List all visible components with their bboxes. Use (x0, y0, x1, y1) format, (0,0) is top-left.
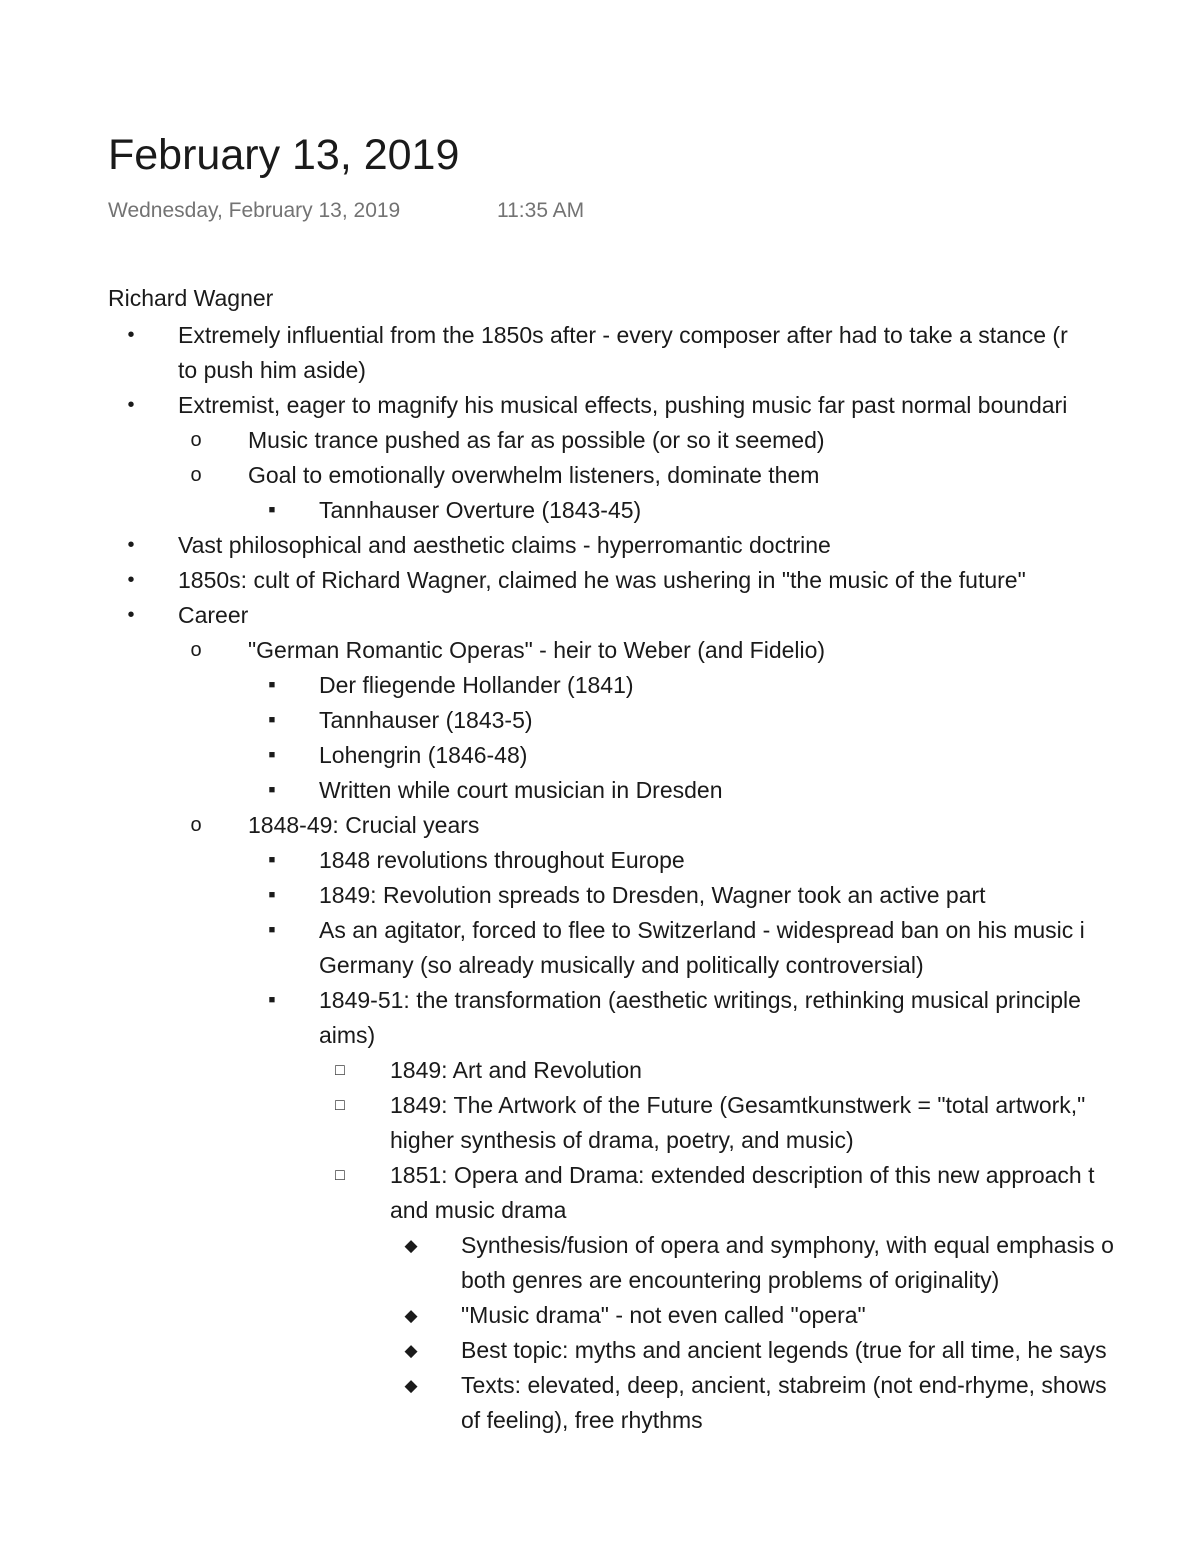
list-item-text: "German Romantic Operas" - heir to Weber (and Fidelio) (248, 637, 826, 663)
list-item-text: and music drama (390, 1197, 567, 1223)
list-item-text: higher synthesis of drama, poetry, and music) (390, 1127, 854, 1153)
list-item (0, 388, 1200, 423)
list-item-text: Goal to emotionally overwhelm listeners, dominate them (248, 462, 820, 488)
bullet-marker: • (127, 534, 135, 556)
page-date: Wednesday, February 13, 2019 (108, 199, 401, 222)
list-item-text: Der fliegende Hollander (1841) (319, 672, 634, 698)
list-item-text: Texts: elevated, deep, ancient, stabreim (not end-rhyme, shows (461, 1372, 1107, 1398)
bullet-marker: ◆ (404, 1376, 418, 1395)
bullet-marker: ■ (268, 504, 276, 516)
list-item (0, 493, 1200, 528)
list-item-text: 1848-49: Crucial years (248, 812, 480, 838)
bullet-marker: ◆ (404, 1236, 418, 1255)
bullet-marker: ■ (268, 749, 276, 761)
list-item (0, 738, 1200, 773)
list-item (0, 878, 1200, 913)
list-item (0, 773, 1200, 808)
bullet-marker: □ (335, 1062, 345, 1079)
list-item (0, 1228, 1200, 1298)
list-item-text: 1851: Opera and Drama: extended description of this new approach t (390, 1162, 1095, 1188)
list-item (0, 633, 1200, 668)
list-item (0, 808, 1200, 843)
list-item (0, 1368, 1200, 1438)
list-item-text: to push him aside) (178, 357, 366, 383)
list-item-text: Synthesis/fusion of opera and symphony, with equal emphasis o (461, 1232, 1114, 1258)
list-item-text: of feeling), free rhythms (461, 1407, 703, 1433)
list-item-text: Career (178, 602, 249, 628)
bullet-marker: ■ (268, 784, 276, 796)
list-item-text: 1850s: cult of Richard Wagner, claimed he was ushering in "the music of the future" (178, 567, 1026, 593)
list-item-text: Germany (so already musically and politically controversial) (319, 952, 924, 978)
list-item (0, 598, 1200, 633)
list-item-text: Music trance pushed as far as possible (or so it seemed) (248, 427, 825, 453)
bullet-marker: • (127, 394, 135, 416)
list-item (0, 458, 1200, 493)
list-item-text: 1849-51: the transformation (aesthetic writings, rethinking musical principle (319, 987, 1081, 1013)
list-item (0, 668, 1200, 703)
bullet-marker: ■ (268, 889, 276, 901)
list-item-text: aims) (319, 1022, 376, 1048)
list-item-text: 1849: The Artwork of the Future (Gesamtkunstwerk = "total artwork," (390, 1092, 1086, 1118)
list-item (0, 983, 1200, 1053)
list-item (0, 1053, 1200, 1088)
page-time: 11:35 AM (497, 199, 585, 222)
list-item (0, 843, 1200, 878)
bullet-marker: • (127, 324, 135, 346)
list-item-text: Vast philosophical and aesthetic claims - hyperromantic doctrine (178, 532, 831, 558)
bullet-marker: ■ (268, 994, 276, 1006)
list-item (0, 423, 1200, 458)
list-item-text: 1849: Art and Revolution (390, 1057, 642, 1083)
list-item-text: Extremely influential from the 1850s after - every composer after had to take a stance (r (178, 322, 1068, 348)
bullet-marker: □ (335, 1097, 345, 1114)
list-item (0, 563, 1200, 598)
bullet-marker: ◆ (404, 1341, 418, 1360)
list-item-text: 1849: Revolution spreads to Dresden, Wagner took an active part (319, 882, 986, 908)
list-item (0, 1333, 1200, 1368)
list-item-text: 1848 revolutions throughout Europe (319, 847, 685, 873)
bullet-marker: o (190, 639, 202, 661)
list-item-text: Tannhauser (1843-5) (319, 707, 533, 733)
list-item (0, 703, 1200, 738)
list-item (0, 1088, 1200, 1158)
list-item-text: Lohengrin (1846-48) (319, 742, 528, 768)
list-item-text: "Music drama" - not even called "opera" (461, 1302, 866, 1328)
bullet-marker: ■ (268, 854, 276, 866)
bullet-marker: • (127, 569, 135, 591)
bullet-marker: o (190, 814, 202, 836)
list-item-text: As an agitator, forced to flee to Switzerland - widespread ban on his music i (319, 917, 1085, 943)
list-item (0, 913, 1200, 983)
section-heading: Richard Wagner (108, 285, 274, 311)
bullet-marker: ■ (268, 924, 276, 936)
list-item-text: Best topic: myths and ancient legends (true for all time, he says (461, 1337, 1107, 1363)
list-item-text: Written while court musician in Dresden (319, 777, 723, 803)
page-title: February 13, 2019 (108, 131, 460, 179)
list-item-text: both genres are encountering problems of originality) (461, 1267, 1000, 1293)
bullet-marker: o (190, 464, 202, 486)
bullet-marker: ◆ (404, 1306, 418, 1325)
bullet-marker: ■ (268, 679, 276, 691)
list-item (0, 1158, 1200, 1228)
list-item-text: Extremist, eager to magnify his musical effects, pushing music far past normal boundari (178, 392, 1068, 418)
bullet-marker: • (127, 604, 135, 626)
list-item (0, 318, 1200, 388)
bullet-marker: ■ (268, 714, 276, 726)
list-item-text: Tannhauser Overture (1843-45) (319, 497, 642, 523)
bullet-marker: □ (335, 1167, 345, 1184)
list-item (0, 1298, 1200, 1333)
list-item (0, 528, 1200, 563)
bullet-marker: o (190, 429, 202, 451)
